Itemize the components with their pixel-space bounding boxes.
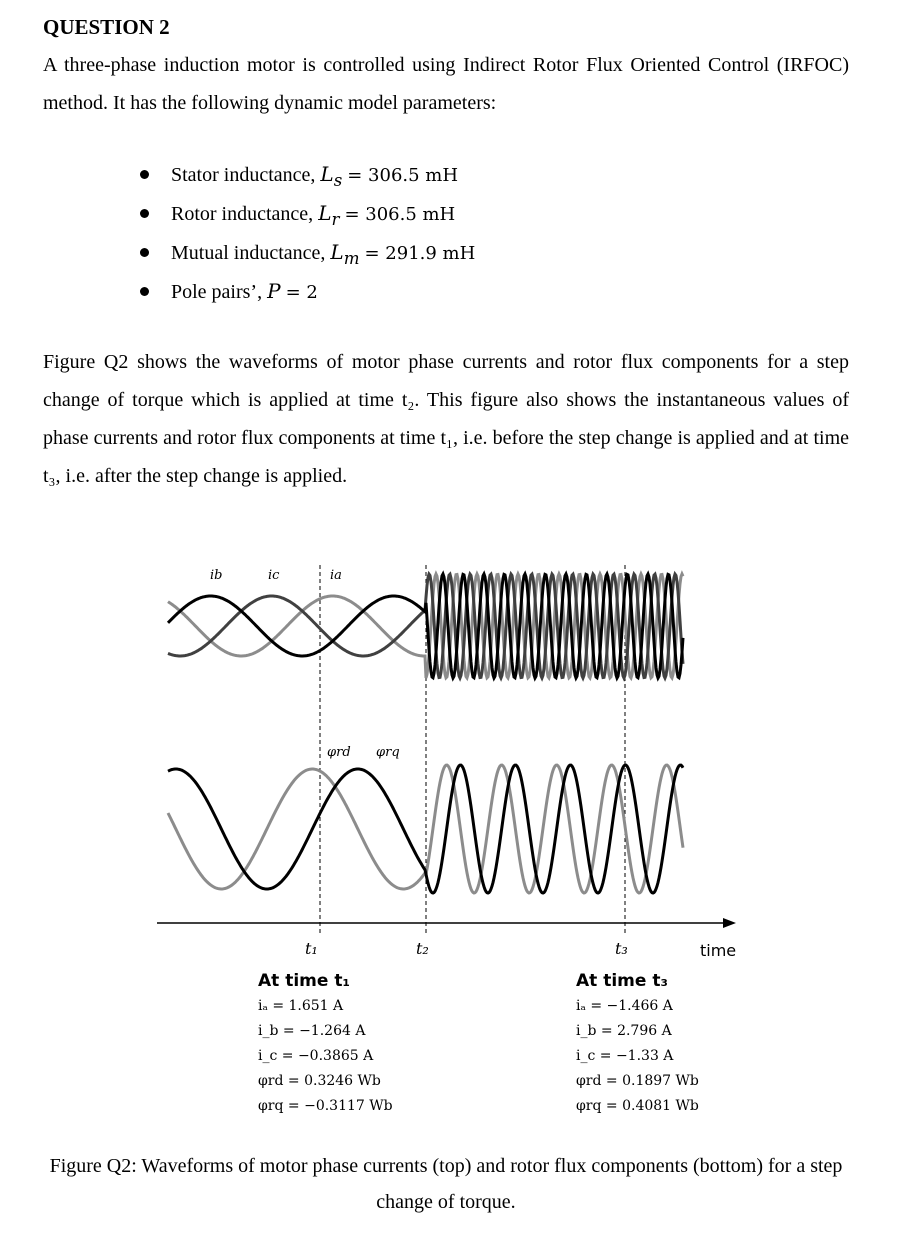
- value-line: i_c = −1.33 A: [576, 1048, 674, 1064]
- values-t1-title: At time t₁: [258, 971, 350, 991]
- values-at-t1: [258, 968, 393, 1119]
- figure-caption: Figure Q2: Waveforms of motor phase currents (top) and rotor flux components (bottom) for a step change of torque.: [49, 1155, 843, 1213]
- param-value: = 306.5 mH: [347, 165, 459, 186]
- param-rotor-inductance: [128, 194, 475, 233]
- param-label: Rotor inductance,: [171, 203, 314, 225]
- param-mutual-inductance: [128, 233, 475, 272]
- param-sub: s: [333, 171, 343, 190]
- param-pole-pairs: [128, 272, 475, 311]
- waveform-figure: [0, 540, 924, 965]
- value-line: φrq = 0.4081 Wb: [576, 1098, 699, 1114]
- intro-paragraph: A three-phase induction motor is controlled using Indirect Rotor Flux Oriented Control (IRFOC) method. It has the following dynamic model parameters:: [43, 54, 849, 114]
- value-line: φrd = 0.1897 Wb: [576, 1073, 699, 1089]
- value-line: i_b = −1.264 A: [258, 1023, 366, 1039]
- value-line: iₐ = −1.466 A: [576, 998, 673, 1014]
- param-stator-inductance: [128, 155, 475, 194]
- description-paragraph: Figure Q2 shows the waveforms of motor phase currents and rotor flux components for a step change of torque which is applied at time t₂. This figure also shows the instantaneous values of phase currents and rotor flux components at time t₁, i.e. before the step change is applied and at time t₃, i.e. after the step change is applied.: [43, 351, 849, 487]
- bullet-icon: [140, 287, 149, 296]
- param-symbol: L: [320, 162, 334, 186]
- bullet-icon: [140, 170, 149, 179]
- param-symbol: L: [330, 240, 344, 264]
- value-line: i_b = 2.796 A: [576, 1023, 672, 1039]
- label-phi-rq: φrq: [376, 745, 400, 760]
- param-value: = 291.9 mH: [364, 243, 476, 264]
- param-sub: m: [343, 249, 360, 268]
- time-axis-arrow-icon: [723, 918, 736, 928]
- bullet-icon: [140, 248, 149, 257]
- values-t3-title: At time t₃: [576, 971, 668, 991]
- param-value: = 2: [285, 282, 318, 303]
- marker-t3-label: t₃: [615, 939, 628, 958]
- question-heading: QUESTION 2: [43, 15, 170, 39]
- param-label: Stator inductance,: [171, 164, 316, 186]
- label-ic: ic: [268, 568, 280, 583]
- param-symbol: L: [318, 201, 332, 225]
- time-axis-label: time: [700, 941, 737, 960]
- param-symbol: P: [267, 279, 281, 303]
- param-label: Pole pairs’,: [171, 281, 263, 303]
- label-ib: ib: [210, 568, 223, 583]
- param-label: Mutual inductance,: [171, 242, 326, 264]
- parameter-list: [128, 155, 475, 311]
- value-line: φrq = −0.3117 Wb: [258, 1098, 393, 1114]
- param-sub: r: [331, 210, 340, 229]
- label-ia: ia: [330, 568, 342, 583]
- value-line: φrd = 0.3246 Wb: [258, 1073, 381, 1089]
- param-value: = 306.5 mH: [344, 204, 456, 225]
- marker-t2-label: t₂: [416, 939, 429, 958]
- marker-t1-label: t₁: [305, 939, 318, 958]
- label-phi-rd: φrd: [327, 745, 351, 760]
- value-line: iₐ = 1.651 A: [258, 998, 344, 1014]
- bullet-icon: [140, 209, 149, 218]
- values-at-t3: [576, 968, 699, 1119]
- value-line: i_c = −0.3865 A: [258, 1048, 374, 1064]
